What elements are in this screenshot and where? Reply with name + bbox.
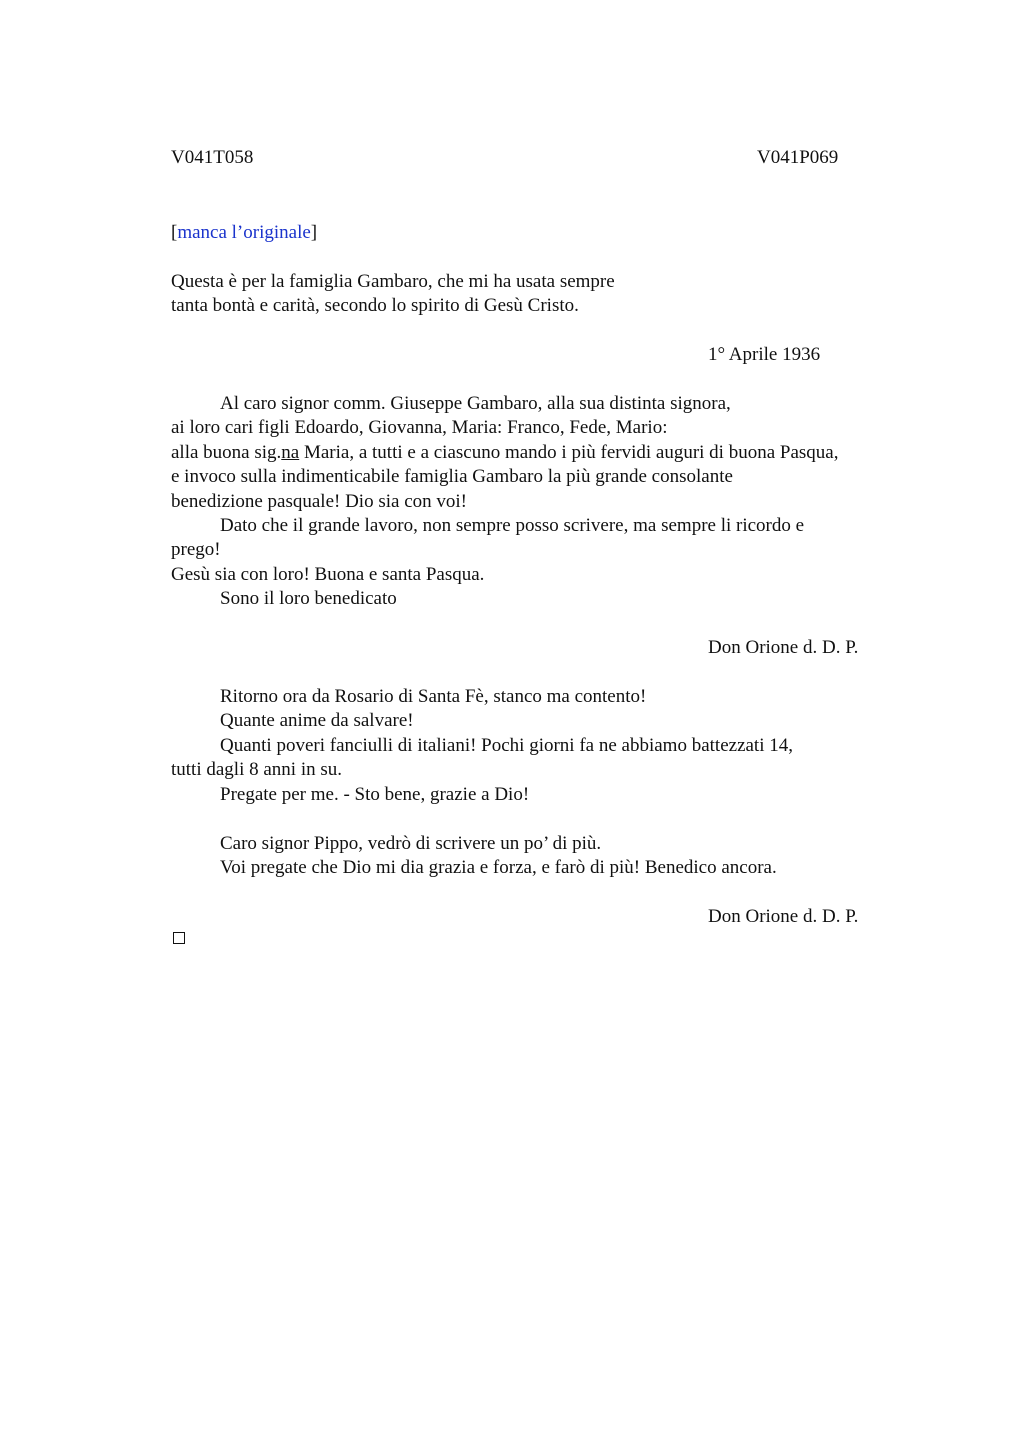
- letter-line-3: [171, 441, 838, 465]
- document-code-right: V041P069: [757, 147, 839, 168]
- note-open-bracket: [: [171, 222, 178, 243]
- letter-date: 1° Aprile 1936: [708, 344, 821, 365]
- note-close-bracket: ]: [310, 222, 318, 243]
- letter-line-9: Sono il loro benedicato: [220, 588, 397, 609]
- note-link[interactable]: manca l’originale: [177, 222, 311, 243]
- letter-line-4: e invoco sulla indimenticabile famiglia Gambaro la più grande consolante: [171, 466, 733, 487]
- intro-line-2: tanta bontà e carità, secondo lo spirito di Gesù Cristo.: [171, 295, 579, 316]
- document-code-left: V041T058: [171, 147, 254, 168]
- postscript-line-5: Pregate per me. - Sto bene, grazie a Dio!: [220, 784, 530, 805]
- letter-line-1: Al caro signor comm. Giuseppe Gambaro, alla sua distinta signora,: [220, 393, 731, 414]
- editorial-note: [171, 221, 317, 245]
- letter-line-5: benedizione pasquale! Dio sia con voi!: [171, 491, 467, 512]
- letter-line-3-end: Maria, a tutti e a ciascuno mando i più fervidi auguri di buona Pasqua,: [299, 442, 839, 463]
- intro-line-1: Questa è per la famiglia Gambaro, che mi ha usata sempre: [171, 271, 615, 292]
- letter-line-6: Dato che il grande lavoro, non sempre posso scrivere, ma sempre li ricordo e: [220, 515, 805, 536]
- closing-line-2: Voi pregate che Dio mi dia grazia e forza, e farò di più! Benedico ancora.: [220, 857, 777, 878]
- closing-line-1: Caro signor Pippo, vedrò di scrivere un po’ di più.: [220, 833, 602, 854]
- signature-1: Don Orione d. D. P.: [708, 637, 859, 658]
- square-outline-icon: [173, 932, 185, 944]
- postscript-line-2: Quante anime da salvare!: [220, 710, 414, 731]
- letter-line-7: prego!: [171, 539, 221, 560]
- letter-line-2: ai loro cari figli Edoardo, Giovanna, Maria: Franco, Fede, Mario:: [171, 417, 668, 438]
- underlined-abbrev: na: [281, 442, 300, 463]
- postscript-line-4: tutti dagli 8 anni in su.: [171, 759, 342, 780]
- postscript-line-1: Ritorno ora da Rosario di Santa Fè, stanco ma contento!: [220, 686, 647, 707]
- postscript-line-3: Quanti poveri fanciulli di italiani! Pochi giorni fa ne abbiamo battezzati 14,: [220, 735, 793, 756]
- letter-line-8: Gesù sia con loro! Buona e santa Pasqua.: [171, 564, 485, 585]
- signature-2: Don Orione d. D. P.: [708, 906, 859, 927]
- letter-line-3-start: alla buona sig.: [171, 442, 282, 463]
